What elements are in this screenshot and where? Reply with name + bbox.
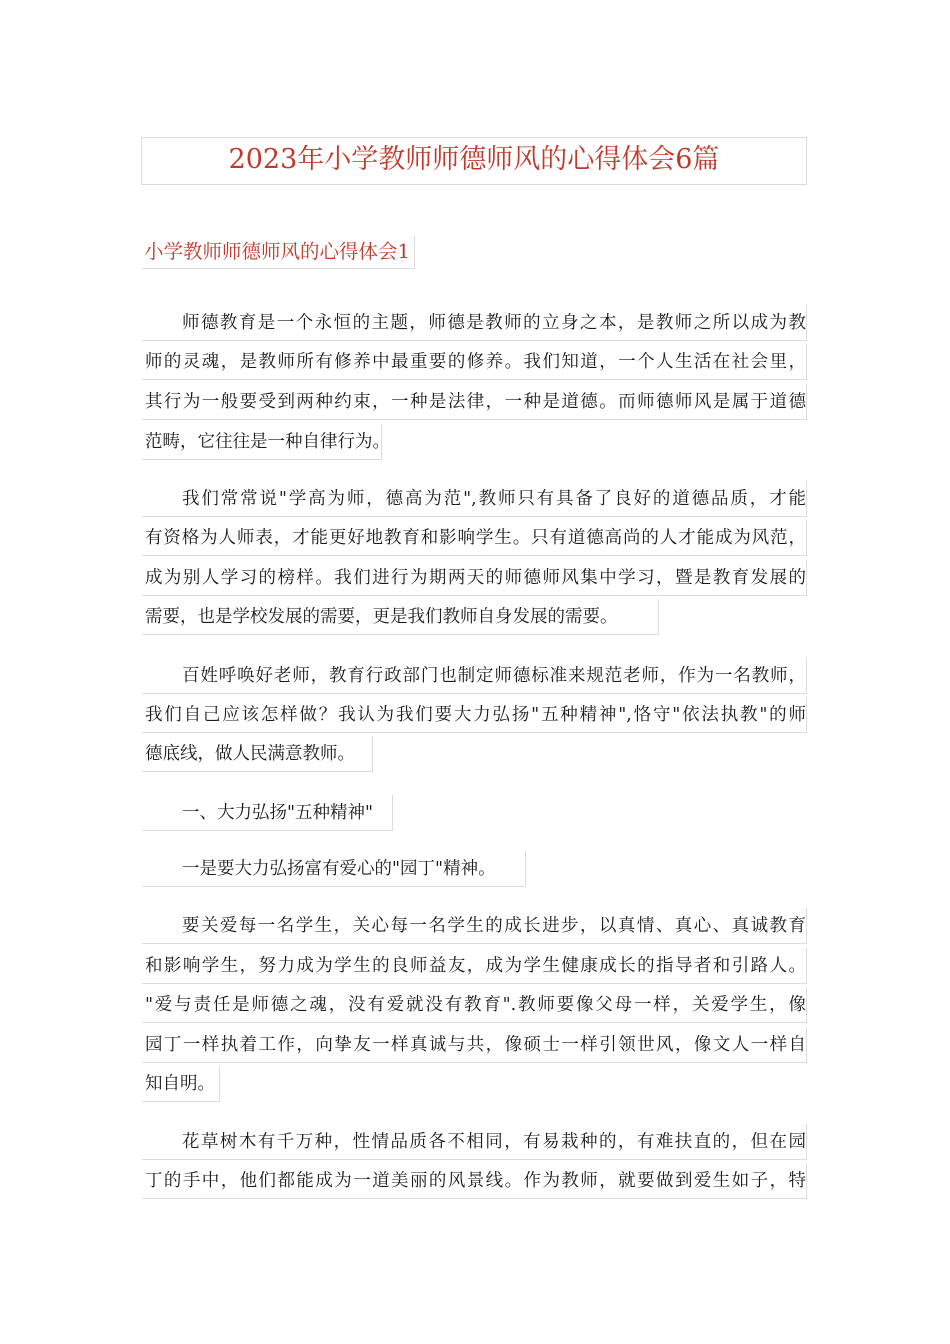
paragraph-7-line-2: 丁的手中，他们都能成为一道美丽的风景线。作为教师，就要做到爱生如子，特 (142, 1163, 807, 1199)
paragraph-7-line-1: 花草树木有千万种，性情品质各不相同，有易栽种的，有难扶直的，但在园 (142, 1124, 807, 1160)
section-heading: 小学教师师德师风的心得体会1 (142, 236, 415, 269)
paragraph-2-line-4: 需要，也是学校发展的需要，更是我们教师自身发展的需要。 (142, 599, 659, 635)
paragraph-6-line-4: 园丁一样执着工作，向挚友一样真诚与共，像硕士一样引领世风，像文人一样自 (142, 1027, 807, 1063)
subsection-heading: 一、大力弘扬"五种精神" (142, 795, 393, 831)
paragraph-1-line-2: 师的灵魂，是教师所有修养中最重要的修养。我们知道，一个人生活在社会里， (142, 344, 807, 380)
paragraph-6-line-1: 要关爱每一名学生，关心每一名学生的成长进步，以真情、真心、真诚教育 (142, 908, 807, 944)
paragraph-2-line-1: 我们常常说"学高为师，德高为范",教师只有具备了良好的道德品质，才能 (142, 481, 807, 517)
paragraph-1-line-3: 其行为一般要受到两种约束，一种是法律，一种是道德。而师德师风是属于道德 (142, 384, 807, 420)
paragraph-5-line-1: 一是要大力弘扬富有爱心的"园丁"精神。 (142, 851, 526, 887)
paragraph-6-line-2: 和影响学生，努力成为学生的良师益友，成为学生健康成长的指导者和引路人。 (142, 948, 807, 984)
paragraph-3-line-3: 德底线，做人民满意教师。 (142, 736, 373, 772)
document-title: 2023年小学教师师德师风的心得体会6篇 (141, 137, 807, 185)
paragraph-1-line-1: 师德教育是一个永恒的主题，师德是教师的立身之本，是教师之所以成为教 (142, 305, 807, 341)
paragraph-2-line-3: 成为别人学习的榜样。我们进行为期两天的师德师风集中学习，暨是教育发展的 (142, 560, 807, 596)
paragraph-6-line-3: "爱与责任是师德之魂，没有爱就没有教育".教师要像父母一样，关爱学生，像 (142, 987, 807, 1023)
paragraph-1-line-4: 范畴，它往往是一种自律行为。 (142, 424, 382, 460)
paragraph-3-line-1: 百姓呼唤好老师，教育行政部门也制定师德标准来规范老师，作为一名教师， (142, 658, 807, 694)
paragraph-2-line-2: 有资格为人师表，才能更好地教育和影响学生。只有道德高尚的人才能成为风范， (142, 520, 807, 556)
paragraph-3-line-2: 我们自己应该怎样做？我认为我们要大力弘扬"五种精神",恪守"依法执教"的师 (142, 697, 807, 733)
paragraph-6-line-5: 知自明。 (142, 1066, 220, 1102)
